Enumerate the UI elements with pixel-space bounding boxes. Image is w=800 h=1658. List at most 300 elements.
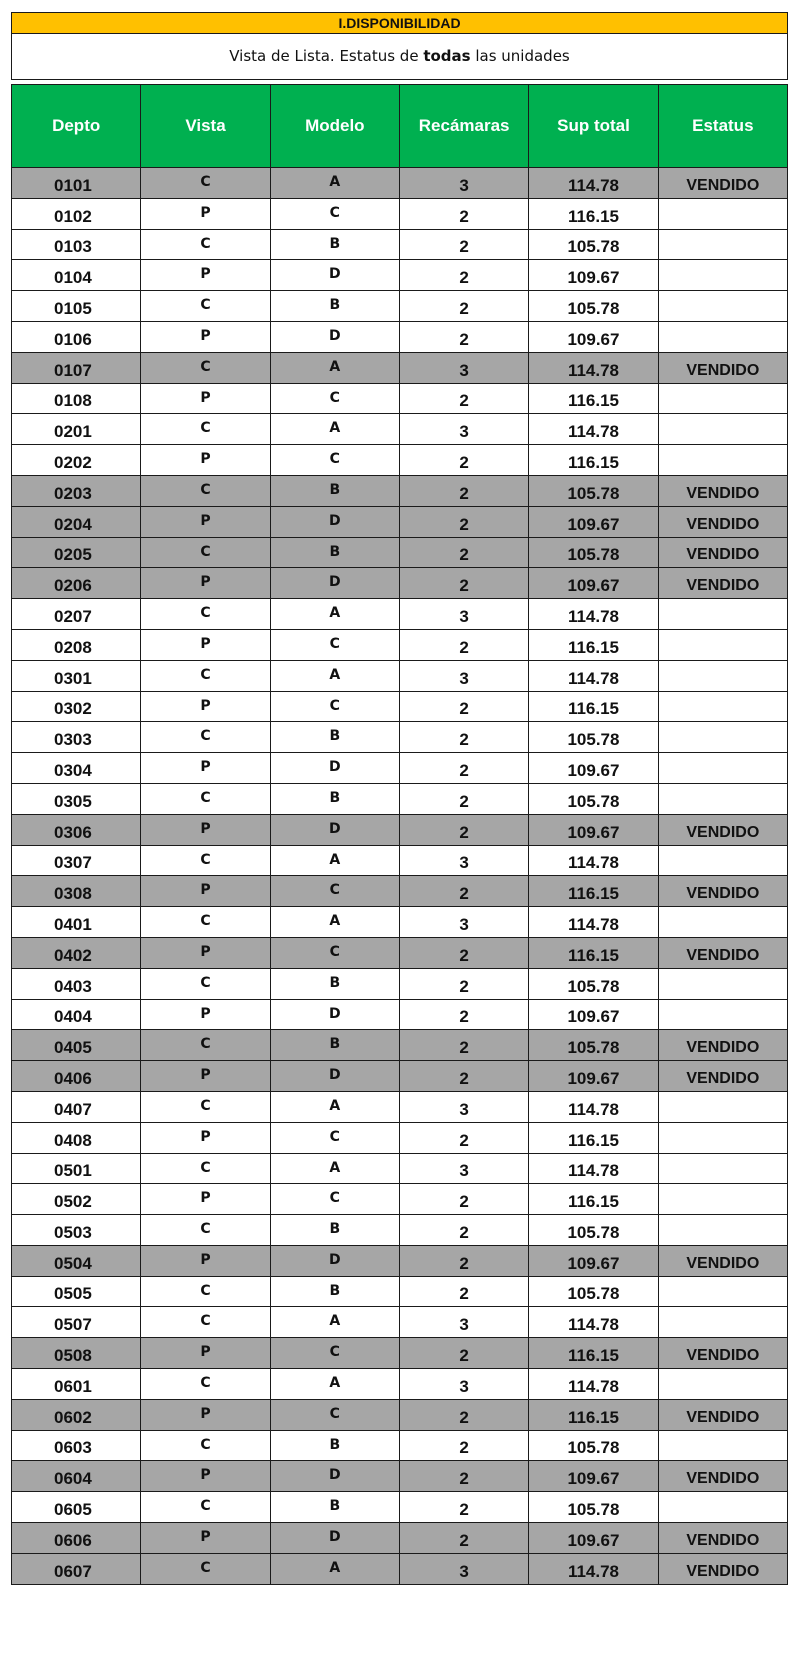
cell-recamaras: 3 — [399, 352, 528, 383]
cell-estatus — [658, 968, 787, 999]
table-row — [12, 291, 788, 322]
cell-depto: 0101 — [12, 168, 141, 199]
cell-vista: C — [141, 783, 270, 814]
availability-sheet — [11, 12, 788, 1585]
cell-estatus — [658, 1122, 787, 1153]
cell-depto: 0607 — [12, 1553, 141, 1584]
cell-modelo: D — [270, 321, 399, 352]
cell-depto: 0406 — [12, 1061, 141, 1092]
cell-modelo: A — [270, 414, 399, 445]
cell-modelo: B — [270, 1430, 399, 1461]
cell-recamaras: 2 — [399, 1523, 528, 1554]
cell-estatus — [658, 291, 787, 322]
cell-depto: 0603 — [12, 1430, 141, 1461]
page-subtitle — [11, 34, 788, 80]
cell-recamaras: 2 — [399, 814, 528, 845]
cell-sup: 116.15 — [529, 937, 658, 968]
cell-sup: 105.78 — [529, 1492, 658, 1523]
cell-vista: P — [141, 876, 270, 907]
cell-estatus — [658, 629, 787, 660]
cell-sup: 105.78 — [529, 1430, 658, 1461]
table-row — [12, 445, 788, 476]
cell-sup: 105.78 — [529, 722, 658, 753]
cell-sup: 109.67 — [529, 260, 658, 291]
cell-depto: 0102 — [12, 198, 141, 229]
cell-sup: 116.15 — [529, 629, 658, 660]
cell-sup: 109.67 — [529, 568, 658, 599]
cell-vista: C — [141, 414, 270, 445]
cell-vista: C — [141, 1307, 270, 1338]
cell-vista: C — [141, 1030, 270, 1061]
cell-recamaras: 2 — [399, 968, 528, 999]
table-row — [12, 1091, 788, 1122]
cell-depto: 0302 — [12, 691, 141, 722]
cell-estatus — [658, 445, 787, 476]
cell-sup: 116.15 — [529, 1184, 658, 1215]
column-header-vista: Vista — [141, 85, 270, 168]
table-row — [12, 783, 788, 814]
cell-modelo: D — [270, 1245, 399, 1276]
cell-depto: 0602 — [12, 1399, 141, 1430]
cell-modelo: B — [270, 1215, 399, 1246]
cell-modelo: D — [270, 506, 399, 537]
cell-depto: 0204 — [12, 506, 141, 537]
cell-modelo: A — [270, 599, 399, 630]
cell-recamaras: 2 — [399, 1276, 528, 1307]
cell-depto: 0303 — [12, 722, 141, 753]
cell-estatus — [658, 1369, 787, 1400]
cell-estatus — [658, 999, 787, 1030]
cell-depto: 0507 — [12, 1307, 141, 1338]
cell-recamaras: 3 — [399, 1369, 528, 1400]
cell-vista: P — [141, 814, 270, 845]
cell-recamaras: 2 — [399, 229, 528, 260]
cell-depto: 0404 — [12, 999, 141, 1030]
cell-recamaras: 2 — [399, 1061, 528, 1092]
table-row — [12, 1215, 788, 1246]
cell-estatus: VENDIDO — [658, 1245, 787, 1276]
cell-recamaras: 2 — [399, 383, 528, 414]
cell-sup: 114.78 — [529, 352, 658, 383]
cell-recamaras: 2 — [399, 291, 528, 322]
cell-vista: P — [141, 937, 270, 968]
cell-recamaras: 2 — [399, 783, 528, 814]
cell-modelo: D — [270, 753, 399, 784]
cell-recamaras: 2 — [399, 260, 528, 291]
cell-depto: 0401 — [12, 907, 141, 938]
cell-recamaras: 2 — [399, 1461, 528, 1492]
table-row — [12, 691, 788, 722]
cell-recamaras: 3 — [399, 168, 528, 199]
cell-sup: 109.67 — [529, 1461, 658, 1492]
cell-vista: P — [141, 321, 270, 352]
table-row — [12, 753, 788, 784]
cell-vista: P — [141, 999, 270, 1030]
cell-recamaras: 3 — [399, 660, 528, 691]
cell-modelo: B — [270, 783, 399, 814]
cell-depto: 0201 — [12, 414, 141, 445]
page-title: I.DISPONIBILIDAD — [11, 12, 788, 34]
cell-vista: C — [141, 599, 270, 630]
subtitle-bold: todas — [423, 47, 471, 65]
cell-depto: 0505 — [12, 1276, 141, 1307]
cell-estatus — [658, 845, 787, 876]
cell-recamaras: 2 — [399, 876, 528, 907]
cell-depto: 0104 — [12, 260, 141, 291]
cell-vista: C — [141, 907, 270, 938]
cell-estatus — [658, 660, 787, 691]
cell-vista: P — [141, 1461, 270, 1492]
cell-depto: 0203 — [12, 475, 141, 506]
cell-modelo: A — [270, 660, 399, 691]
table-row — [12, 229, 788, 260]
table-row — [12, 1184, 788, 1215]
cell-estatus — [658, 1153, 787, 1184]
table-row — [12, 968, 788, 999]
table-row — [12, 1399, 788, 1430]
cell-sup: 105.78 — [529, 1276, 658, 1307]
cell-modelo: A — [270, 907, 399, 938]
cell-sup: 109.67 — [529, 1245, 658, 1276]
cell-sup: 116.15 — [529, 1122, 658, 1153]
cell-estatus: VENDIDO — [658, 352, 787, 383]
cell-estatus — [658, 1184, 787, 1215]
cell-vista: C — [141, 1369, 270, 1400]
table-row — [12, 660, 788, 691]
table-row — [12, 383, 788, 414]
table-row — [12, 599, 788, 630]
cell-recamaras: 3 — [399, 414, 528, 445]
table-row — [12, 168, 788, 199]
table-row — [12, 1245, 788, 1276]
table-row — [12, 1276, 788, 1307]
cell-sup: 105.78 — [529, 291, 658, 322]
cell-depto: 0106 — [12, 321, 141, 352]
cell-vista: C — [141, 1215, 270, 1246]
cell-sup: 114.78 — [529, 1553, 658, 1584]
table-row — [12, 568, 788, 599]
cell-estatus — [658, 691, 787, 722]
cell-recamaras: 3 — [399, 1091, 528, 1122]
cell-estatus — [658, 229, 787, 260]
cell-depto: 0408 — [12, 1122, 141, 1153]
cell-recamaras: 2 — [399, 999, 528, 1030]
cell-depto: 0606 — [12, 1523, 141, 1554]
cell-depto: 0206 — [12, 568, 141, 599]
cell-vista: C — [141, 1091, 270, 1122]
cell-sup: 116.15 — [529, 691, 658, 722]
cell-recamaras: 3 — [399, 907, 528, 938]
table-row — [12, 537, 788, 568]
cell-sup: 116.15 — [529, 1399, 658, 1430]
cell-sup: 105.78 — [529, 1030, 658, 1061]
cell-depto: 0605 — [12, 1492, 141, 1523]
cell-modelo: C — [270, 198, 399, 229]
cell-depto: 0105 — [12, 291, 141, 322]
column-header-recamaras: Recámaras — [399, 85, 528, 168]
cell-depto: 0503 — [12, 1215, 141, 1246]
cell-vista: C — [141, 352, 270, 383]
cell-vista: P — [141, 1338, 270, 1369]
cell-depto: 0305 — [12, 783, 141, 814]
cell-vista: P — [141, 383, 270, 414]
cell-sup: 116.15 — [529, 198, 658, 229]
cell-modelo: A — [270, 168, 399, 199]
table-row — [12, 506, 788, 537]
cell-depto: 0307 — [12, 845, 141, 876]
cell-depto: 0604 — [12, 1461, 141, 1492]
cell-vista: C — [141, 1276, 270, 1307]
cell-estatus: VENDIDO — [658, 1461, 787, 1492]
cell-estatus — [658, 198, 787, 229]
cell-recamaras: 2 — [399, 506, 528, 537]
cell-modelo: B — [270, 1276, 399, 1307]
cell-estatus — [658, 722, 787, 753]
table-row — [12, 1553, 788, 1584]
cell-sup: 109.67 — [529, 999, 658, 1030]
cell-estatus — [658, 383, 787, 414]
cell-recamaras: 2 — [399, 475, 528, 506]
cell-depto: 0107 — [12, 352, 141, 383]
cell-recamaras: 2 — [399, 753, 528, 784]
cell-sup: 116.15 — [529, 445, 658, 476]
cell-vista: P — [141, 568, 270, 599]
cell-recamaras: 2 — [399, 937, 528, 968]
cell-vista: P — [141, 506, 270, 537]
cell-vista: P — [141, 198, 270, 229]
cell-vista: P — [141, 1245, 270, 1276]
cell-depto: 0108 — [12, 383, 141, 414]
cell-vista: C — [141, 1430, 270, 1461]
cell-estatus — [658, 1091, 787, 1122]
column-header-depto: Depto — [12, 85, 141, 168]
cell-estatus — [658, 414, 787, 445]
cell-vista: P — [141, 1399, 270, 1430]
cell-depto: 0403 — [12, 968, 141, 999]
cell-estatus: VENDIDO — [658, 876, 787, 907]
table-row — [12, 352, 788, 383]
cell-recamaras: 2 — [399, 1215, 528, 1246]
column-header-estatus: Estatus — [658, 85, 787, 168]
cell-estatus — [658, 599, 787, 630]
cell-sup: 105.78 — [529, 968, 658, 999]
cell-modelo: D — [270, 999, 399, 1030]
table-row — [12, 1369, 788, 1400]
cell-modelo: C — [270, 629, 399, 660]
table-row — [12, 1492, 788, 1523]
cell-vista: C — [141, 537, 270, 568]
cell-depto: 0202 — [12, 445, 141, 476]
cell-recamaras: 2 — [399, 722, 528, 753]
cell-estatus — [658, 321, 787, 352]
cell-vista: C — [141, 1553, 270, 1584]
cell-recamaras: 2 — [399, 537, 528, 568]
cell-depto: 0306 — [12, 814, 141, 845]
subtitle-prefix: Vista de Lista. Estatus de — [229, 47, 424, 65]
cell-vista: P — [141, 1523, 270, 1554]
cell-recamaras: 2 — [399, 568, 528, 599]
cell-modelo: B — [270, 291, 399, 322]
cell-recamaras: 2 — [399, 1492, 528, 1523]
cell-sup: 114.78 — [529, 660, 658, 691]
cell-vista: P — [141, 691, 270, 722]
cell-estatus — [658, 1430, 787, 1461]
cell-modelo: C — [270, 1399, 399, 1430]
cell-estatus: VENDIDO — [658, 1061, 787, 1092]
cell-estatus: VENDIDO — [658, 814, 787, 845]
cell-recamaras: 2 — [399, 1338, 528, 1369]
cell-vista: C — [141, 968, 270, 999]
table-row — [12, 1307, 788, 1338]
cell-depto: 0508 — [12, 1338, 141, 1369]
cell-modelo: A — [270, 1091, 399, 1122]
cell-recamaras: 2 — [399, 629, 528, 660]
cell-depto: 0308 — [12, 876, 141, 907]
cell-depto: 0402 — [12, 937, 141, 968]
cell-recamaras: 2 — [399, 1399, 528, 1430]
table-row — [12, 937, 788, 968]
cell-vista: C — [141, 229, 270, 260]
table-row — [12, 845, 788, 876]
table-row — [12, 1122, 788, 1153]
cell-sup: 114.78 — [529, 1369, 658, 1400]
cell-sup: 114.78 — [529, 1153, 658, 1184]
cell-modelo: B — [270, 475, 399, 506]
cell-recamaras: 2 — [399, 321, 528, 352]
cell-estatus: VENDIDO — [658, 1399, 787, 1430]
cell-modelo: C — [270, 383, 399, 414]
cell-sup: 105.78 — [529, 475, 658, 506]
cell-modelo: C — [270, 691, 399, 722]
cell-recamaras: 2 — [399, 1430, 528, 1461]
table-row — [12, 1461, 788, 1492]
cell-modelo: C — [270, 1184, 399, 1215]
cell-recamaras: 2 — [399, 691, 528, 722]
cell-vista: C — [141, 845, 270, 876]
cell-depto: 0405 — [12, 1030, 141, 1061]
cell-vista: P — [141, 445, 270, 476]
cell-estatus: VENDIDO — [658, 1338, 787, 1369]
subtitle-suffix: las unidades — [470, 47, 570, 65]
cell-sup: 105.78 — [529, 537, 658, 568]
cell-modelo: C — [270, 445, 399, 476]
cell-estatus — [658, 753, 787, 784]
table-row — [12, 260, 788, 291]
cell-estatus: VENDIDO — [658, 1553, 787, 1584]
cell-modelo: D — [270, 568, 399, 599]
cell-modelo: C — [270, 937, 399, 968]
table-row — [12, 999, 788, 1030]
cell-vista: C — [141, 1153, 270, 1184]
cell-sup: 109.67 — [529, 753, 658, 784]
cell-recamaras: 2 — [399, 1122, 528, 1153]
table-header-row — [12, 85, 788, 168]
cell-recamaras: 3 — [399, 845, 528, 876]
cell-estatus: VENDIDO — [658, 506, 787, 537]
cell-estatus — [658, 907, 787, 938]
cell-recamaras: 2 — [399, 445, 528, 476]
cell-modelo: B — [270, 537, 399, 568]
cell-vista: C — [141, 722, 270, 753]
table-row — [12, 629, 788, 660]
cell-estatus — [658, 260, 787, 291]
cell-modelo: D — [270, 1061, 399, 1092]
table-row — [12, 414, 788, 445]
cell-depto: 0301 — [12, 660, 141, 691]
cell-vista: P — [141, 1184, 270, 1215]
cell-sup: 105.78 — [529, 1215, 658, 1246]
cell-sup: 114.78 — [529, 1091, 658, 1122]
cell-estatus — [658, 783, 787, 814]
cell-estatus — [658, 1276, 787, 1307]
cell-depto: 0208 — [12, 629, 141, 660]
cell-depto: 0103 — [12, 229, 141, 260]
cell-estatus: VENDIDO — [658, 1030, 787, 1061]
cell-sup: 109.67 — [529, 506, 658, 537]
cell-sup: 105.78 — [529, 229, 658, 260]
cell-estatus: VENDIDO — [658, 568, 787, 599]
cell-sup: 114.78 — [529, 414, 658, 445]
cell-estatus: VENDIDO — [658, 475, 787, 506]
cell-vista: C — [141, 1492, 270, 1523]
table-row — [12, 198, 788, 229]
cell-modelo: B — [270, 722, 399, 753]
cell-recamaras: 3 — [399, 1307, 528, 1338]
cell-vista: C — [141, 291, 270, 322]
table-row — [12, 1338, 788, 1369]
cell-sup: 114.78 — [529, 599, 658, 630]
cell-sup: 114.78 — [529, 845, 658, 876]
cell-modelo: C — [270, 1122, 399, 1153]
table-row — [12, 1153, 788, 1184]
cell-sup: 109.67 — [529, 1061, 658, 1092]
table-row — [12, 907, 788, 938]
cell-modelo: C — [270, 876, 399, 907]
table-row — [12, 1030, 788, 1061]
cell-vista: P — [141, 753, 270, 784]
cell-recamaras: 3 — [399, 1553, 528, 1584]
table-row — [12, 321, 788, 352]
cell-modelo: A — [270, 1553, 399, 1584]
cell-modelo: B — [270, 1030, 399, 1061]
cell-vista: P — [141, 629, 270, 660]
cell-modelo: D — [270, 1461, 399, 1492]
cell-recamaras: 2 — [399, 1245, 528, 1276]
cell-modelo: A — [270, 1369, 399, 1400]
units-table — [11, 84, 788, 1585]
cell-modelo: A — [270, 845, 399, 876]
cell-vista: P — [141, 1061, 270, 1092]
cell-sup: 114.78 — [529, 168, 658, 199]
cell-sup: 109.67 — [529, 1523, 658, 1554]
cell-modelo: B — [270, 1492, 399, 1523]
cell-recamaras: 2 — [399, 1184, 528, 1215]
cell-modelo: B — [270, 229, 399, 260]
cell-depto: 0407 — [12, 1091, 141, 1122]
cell-vista: P — [141, 1122, 270, 1153]
table-row — [12, 814, 788, 845]
table-row — [12, 1061, 788, 1092]
cell-depto: 0207 — [12, 599, 141, 630]
cell-recamaras: 3 — [399, 1153, 528, 1184]
cell-modelo: A — [270, 1153, 399, 1184]
cell-estatus: VENDIDO — [658, 168, 787, 199]
cell-modelo: A — [270, 352, 399, 383]
cell-sup: 114.78 — [529, 907, 658, 938]
cell-vista: P — [141, 260, 270, 291]
cell-modelo: A — [270, 1307, 399, 1338]
cell-vista: C — [141, 475, 270, 506]
